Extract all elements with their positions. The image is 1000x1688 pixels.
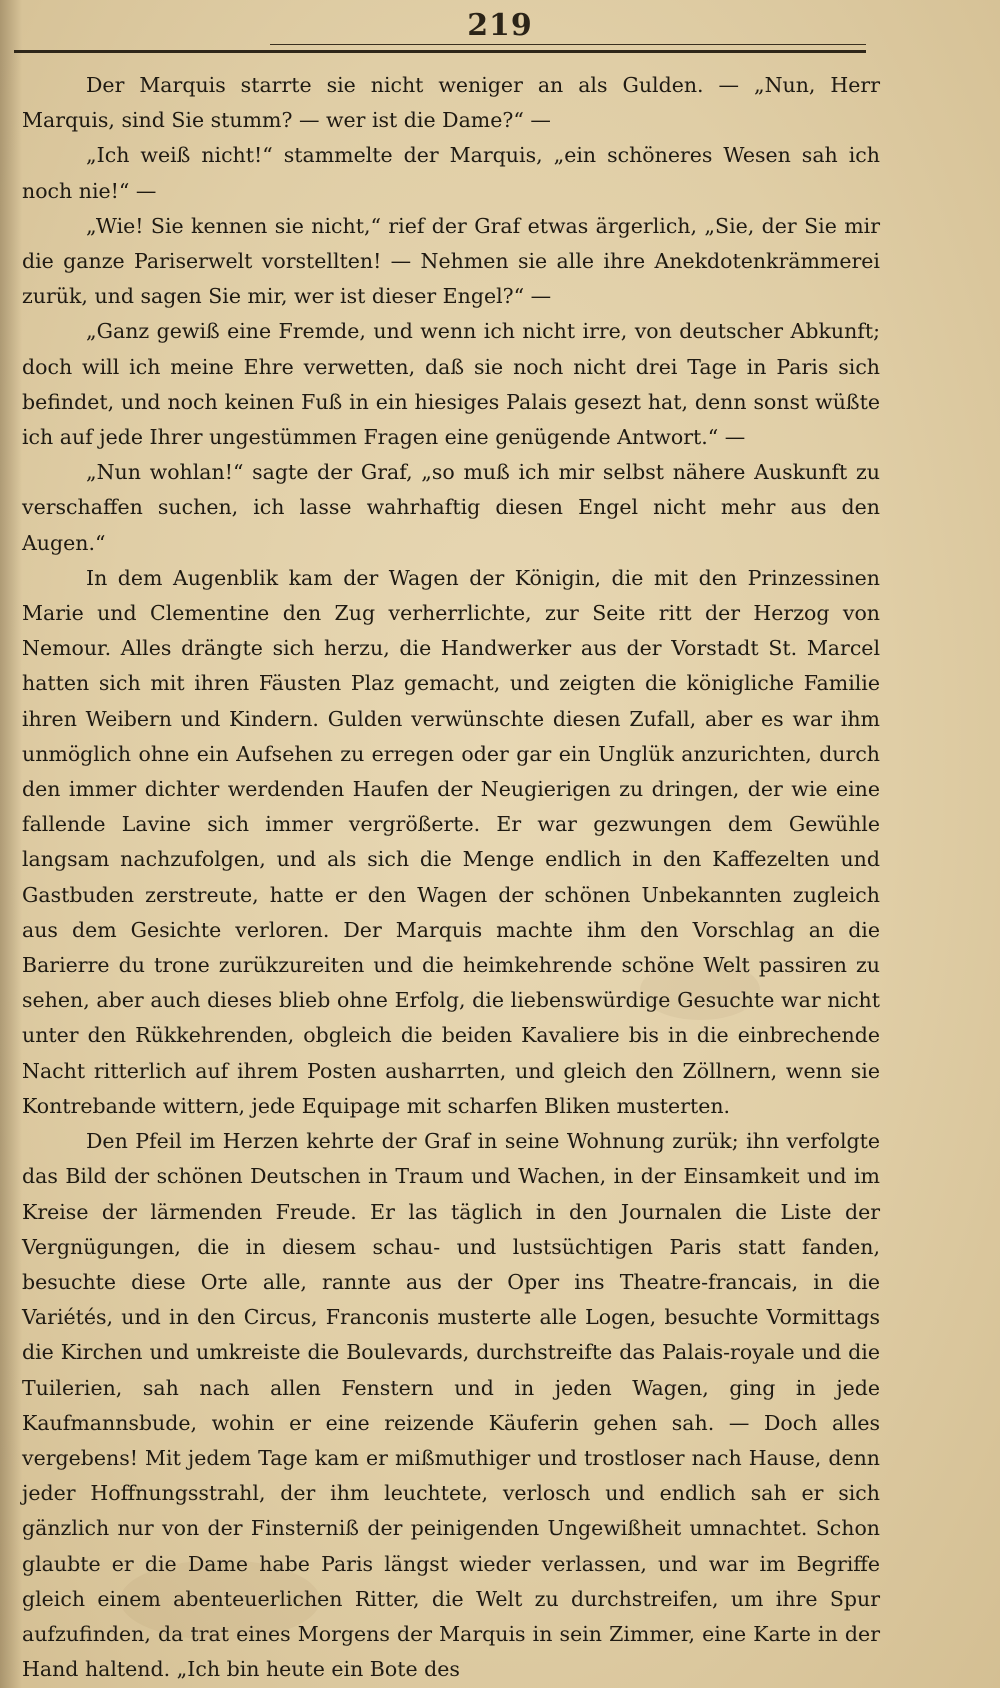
- body-text: [22, 68, 880, 1687]
- paragraph: „Ich weiß nicht!“ stammelte der Marquis, „ein schöneres Wesen sah ich noch nie!“ —: [22, 143, 880, 203]
- page-number: 219: [467, 8, 533, 43]
- paragraph: „Ganz gewiß eine Fremde, und wenn ich nicht irre, von deutscher Abkunft; doch will ich meine Ehre verwetten, daß sie noch nicht drei Tage in Paris sich befindet, und noch keinen Fuß in ein hiesiges Palais gesezt hat, denn sonst wüßte ich auf jede Ihrer ungestümmen Fragen eine genügende Antwort.“ —: [22, 319, 880, 450]
- paragraph: „Nun wohlan!“ sagte der Graf, „so muß ich mir selbst nähere Auskunft zu verschaffen suchen, ich lasse wahrhaftig diesen Engel nicht mehr aus den Augen.“: [22, 460, 880, 555]
- paragraph: „Wie! Sie kennen sie nicht,“ rief der Graf etwas ärgerlich, „Sie, der Sie mir die ganze Pariserwelt vorstellten! — Nehmen sie alle ihre Anekdotenkrämmerei zurük, und sagen Sie mir, wer ist dieser Engel?“ —: [22, 213, 880, 309]
- header-rule-thin: [270, 44, 866, 45]
- paragraph: Den Pfeil im Herzen kehrte der Graf in seine Wohnung zurük; ihn verfolgte das Bild der schönen Deutschen in Traum und Wachen, in der Einsamkeit und im Kreise der lärmenden Freude. Er las täglich in den Journalen die Liste der Vergnügungen, die in diesem schau- und lustsüchtigen Paris statt fanden, besuchte diese Orte alle, rannte aus der Oper ins Theatre-francais, in die Variétés, und in den Circus, Franconis musterte alle Logen, besuchte Vormittags die Kirchen und umkreiste die Boulevards, durchstreifte das Palais-royale und die Tuilerien, sah nach allen Fenstern und in jeden Wagen, ging in jede Kaufmannsbude, wohin er eine reizende Käuferin gehen sah. — Doch alles vergebens! Mit jedem Tage kam er mißmuthiger und trostloser nach Hause, denn jeder Hoffnungsstrahl, der ihm leuchtete, verlosch und endlich sah er sich gänzlich nur von der Finsterniß der peinigenden Ungewißheit umnachtet. Schon glaubte er die Dame habe Paris längst wieder verlassen, und war im Begriffe gleich einem abenteuerlichen Ritter, die Welt zu durchstreifen, um ihre Spur aufzufinden, da trat eines Morgens der Marquis in sein Zimmer, eine Karte in der Hand haltend. „Ich bin heute ein Bote des: [22, 1129, 880, 1682]
- page-edge-shadow: [0, 0, 22, 1688]
- header-rule: [14, 50, 866, 53]
- paragraph: In dem Augenblik kam der Wagen der Königin, die mit den Prinzessinen Marie und Clementine den Zug verherrlichte, zur Seite ritt der Herzog von Nemour. Alles drängte sich herzu, die Handwerker aus der Vorstadt St. Marcel hatten sich mit ihren Fäusten Plaz gemacht, und zeigten die königliche Familie ihren Weibern und Kindern. Gulden verwünschte diesen Zufall, aber es war ihm unmöglich ohne ein Aufsehen zu erregen oder gar ein Unglük anzurichten, durch den immer dichter werdenden Haufen der Neugierigen zu dringen, der wie eine fallende Lavine sich immer vergrößerte. Er war gezwungen dem Gewühle langsam nachzufolgen, und als sich die Menge endlich in den Kaffezelten und Gastbuden zerstreute, hatte er den Wagen der schönen Unbekannten zugleich aus dem Gesichte verloren. Der Marquis machte ihm den Vorschlag an die Barierre du trone zurükzureiten und die heimkehrende schöne Welt passiren zu sehen, aber auch dieses blieb ohne Erfolg, die liebenswürdige Gesuchte war nicht unter den Rükkehrenden, obgleich die beiden Kavaliere bis in die einbrechende Nacht ritterlich auf ihrem Posten ausharrten, und gleich den Zöllnern, wenn sie Kontrebande wittern, jede Equipage mit scharfen Bliken musterten.: [22, 565, 880, 1118]
- paragraph: Der Marquis starrte sie nicht weniger an als Gulden. — „Nun, Herr Marquis, sind Sie stumm? — wer ist die Dame?“ —: [22, 73, 880, 133]
